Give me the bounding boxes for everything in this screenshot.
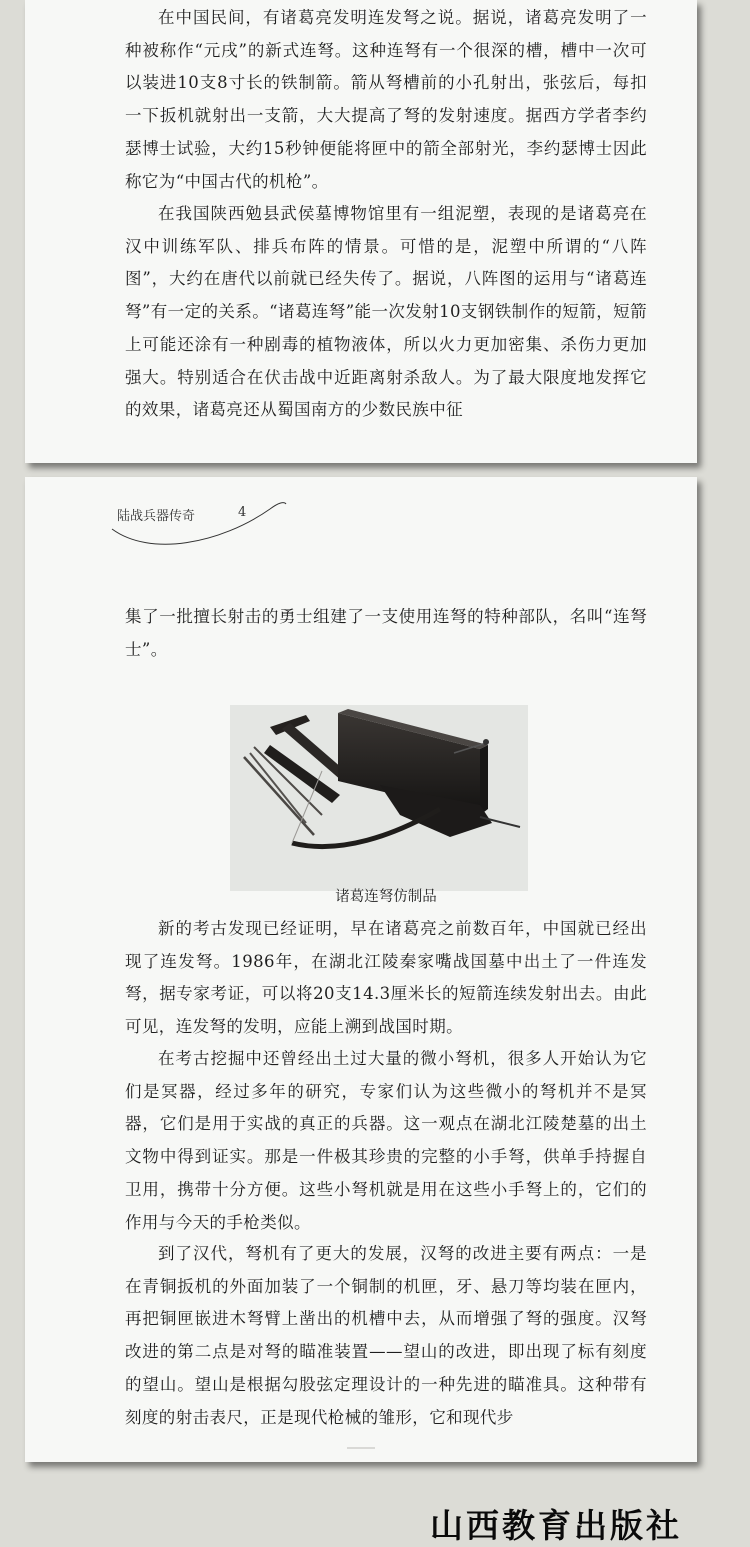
crossbow-replica-image [230,705,528,891]
page-footer-mark [347,1447,375,1449]
publisher-name: 山西教育出版社 [430,1506,682,1545]
running-header-title: 陆战兵器传奇 [117,509,196,524]
figure-caption: 诸葛连弩仿制品 [335,889,437,905]
paragraph-mianxian-clay-sculpture: 在我国陕西勉县武侯墓博物馆里有一组泥塑，表现的是诸葛亮在汉中训练军队、排兵布阵的情景。可惜的是，泥塑中所谓的“八阵图”，大约在唐代以前就已经失传了。据说，八阵图的运用与“诸葛连弩”有一定的关系。“诸葛连弩”能一次发射10支钢铁制作的短箭，短箭上可能还涂有一种剧毒的植物液体，所以火力更加密集、杀伤力更加强大。特别适合在伏击战中近距离射杀敌人。为了最大限度地发挥它的效果，诸葛亮还从蜀国南方的少数民族中征 [125,204,647,420]
paragraph-miniature-crossbow-triggers: 在考古挖掘中还曾经出土过大量的微小弩机，很多人开始认为它们是冥器，经过多年的研究，专家们认为这些微小的弩机并不是冥器，它们是用于实战的真正的兵器。这一观点在湖北江陵楚墓的出土文物中得到证实。那是一件极其珍贵的完整的小手弩，供单手持握自卫用，携带十分方便。这些小弩机就是用在这些小手弩上的，它们的作用与今天的手枪类似。 [125,1049,647,1232]
top-book-page [25,0,697,463]
figure-crossbow-replica [230,705,528,891]
paragraph-warring-states-discovery: 新的考古发现已经证明，早在诸葛亮之前数百年，中国就已经出现了连发弩。1986年，在湖北江陵秦家嘴战国墓中出土了一件连发弩，据专家考证，可以将20支14.3厘米长的短箭连续发射出去。由此可见，连发弩的发明，应能上溯到战国时期。 [125,919,647,1037]
paragraph-continuation: 集了一批擅长射击的勇士组建了一支使用连弩的特种部队，名叫“连弩士”。 [125,607,647,659]
paragraph-han-crossbow-improvements: 到了汉代，弩机有了更大的发展，汉弩的改进主要有两点：一是在青铜扳机的外面加装了一个铜制的机匣，牙、悬刀等均装在匣内，再把铜匣嵌进木弩臂上凿出的机槽中去，从而增强了弩的强度。汉弩改进的第二点是对弩的瞄准装置——望山的改进，即出现了标有刻度的望山。望山是根据勾股弦定理设计的一种先进的瞄准具。这种带有刻度的射击表尺，正是现代枪械的雏形，它和现代步 [125,1244,647,1427]
paragraph-zhuge-repeating-crossbow: 在中国民间，有诸葛亮发明连发弩之说。据说，诸葛亮发明了一种被称作“元戌”的新式连弩。这种连弩有一个很深的槽，槽中一次可以装进10支8寸长的铁制箭。箭从弩槽前的小孔射出，张弦后，每扣一下扳机就射出一支箭，大大提高了弩的发射速度。据西方学者李约瑟博士试验，大约15秒钟便能将匣中的箭全部射光，李约瑟博士因此称它为“中国古代的机枪”。 [125,8,647,191]
page-number: 4 [238,505,247,520]
bottom-book-page [25,477,697,1462]
